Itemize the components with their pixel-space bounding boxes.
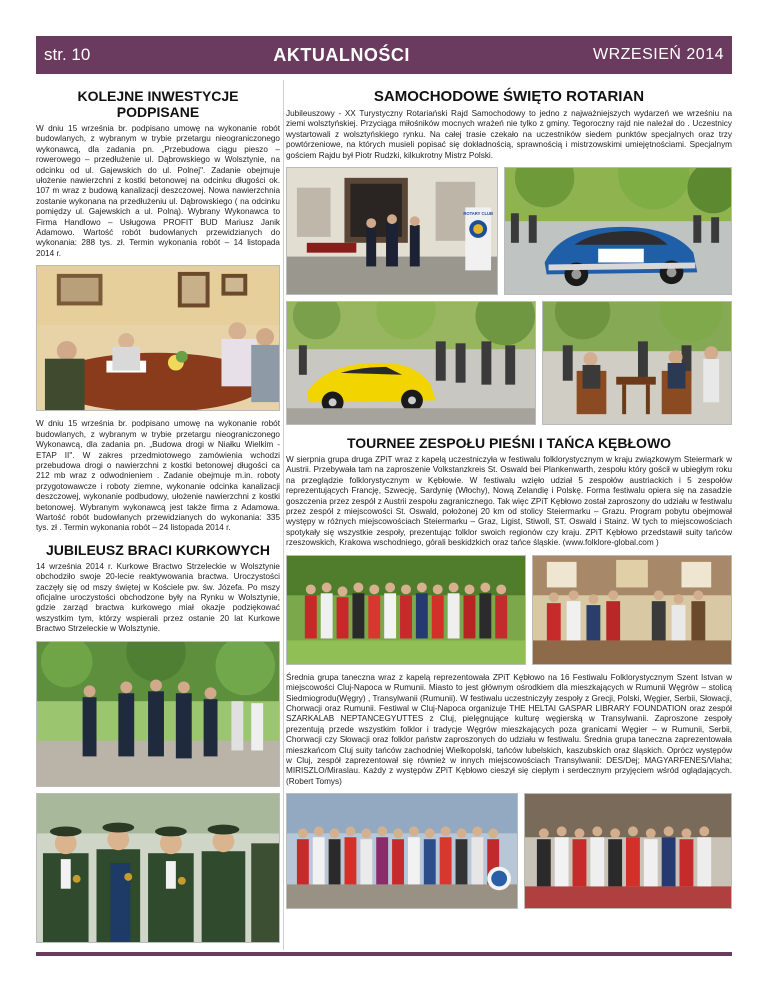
article-text-inwestycje-1: W dniu 15 września br. podpisano umowę na wykonanie robót budowlanych, z wybranym w trybie przetargu nieograniczonego wykonawcą, dla zadania pn. „Przebudowa ciągu pieszo – rowerowego – przedłużenie ul. Dąbrowskiego w Wolsztynie, na odcinku od ul. Gajewskich do ul. Polnej". Zadanie obejmuje ułożenie nawierzchni z kostki betonowej na odcinku długości ok. 107 m wraz z budową kanalizacji deszczowej. Nowa nawierzchnia zostanie wykonana na przedłużeniu ul. Dąbrowskiego ( na odcinku pomiędzy ul. Gajewskich a ul. Polną). Wybrany Wykonawca to Firma Handlowo – Usługowa PROFIT BUD Mariusz Janik Adamowo. Wartość robót budowlanych przewidzianych do wykonania: 288 tys. zł. Termin wykonania robót – 14 listopada 2014 r.	[36, 124, 280, 258]
photo-yellow-car	[286, 301, 536, 425]
section-title: AKTUALNOŚCI	[273, 44, 410, 65]
column-divider	[283, 80, 284, 950]
article-text-tournee-1: W sierpnia grupa druga ZPiT wraz z kapelą uczestniczyła w festiwalu folklorystycznym w kraju związkowym Steiermark w Austrii. Przebywała tam na zaproszenie Volkstanzkreis St. Oswald bei Plankenwarth, zespołu który gościł w ubiegłym roku na przeglądzie folklorystycznym w Kębłowie. W festiwalu wzięło udział 5 zespołów austriackich i 5 zespołów reprezentujących Francję, Szwecję, Sardynię (Włochy), Nową Zelandię i Polskę. Forma festiwalu opiera się na zasadzie goszczenia przez zespół z Austrii zespołu zagranicznego. Tak więc ZPiT Kębłowo został zaproszony do udziału w festiwalu przez zespół z miejscowości St. Oswald, położonej 20 km od stolicy Steiermarku – Grazu. Program pobytu obejmował występy w różnych miejscowościach Steiermarku – Graz, Ligist, Stiwoll, ST. Oswald i Stainz. W tych to miejscowościach spotykały się wszystkie zespoły, prezentując folklor swoich regionów czy kraju. ZPiT Kębłowo przedstawił suity tańców rzeszowskich, Krakowa wschodniego, górali beskidzkich oraz tańce śląskie. (www.folklore-global.com )	[286, 455, 732, 548]
photo-rotary-stage	[286, 167, 498, 295]
rotary-banner-text: ROTARY CLUB	[463, 211, 493, 217]
left-column	[36, 80, 280, 943]
article-text-jubileusz: 14 września 2014 r. Kurkowe Bractwo Strzeleckie w Wolsztynie obchodziło swoje 20-lecie reaktywowania bractwa. Uroczystości zaczęły się od mszy świętej w Kościele pw. św. Józefa. Po mszy oficjalne uroczystości obchodzone były na Rynku w Wolsztynie, gdzie zarząd bractwa kurkowego miał okazje podziękować wszystkim tym, którzy wspierali przez ostanie 20 lat Kurkowe Bractwo Strzeleckie w Wolsztynie.	[36, 561, 280, 634]
photo-festival-romania-stage	[524, 793, 732, 909]
photo-brotherhood	[36, 793, 280, 943]
photo-folk-stage-austria	[532, 555, 732, 665]
article-text-tournee-2: Średnia grupa taneczna wraz z kapelą reprezentowała ZPiT Kębłowo na 16 Festiwalu Folklorystycznym Szent Istvan w miejscowości Cluj-Napoca w Rumunii. Miasto to jest głównym ośrodkiem dla mieszkających w Rumunii Węgrów – stolicą Siedmiogrodu(Węgry) , Transylwanii (Rumunii). W festiwalu uczestniczyły zespoły z Grecji, Polski, Węgier, Serbii, Słowacji, Chorwacji oraz Rumunii. Festiwal w Cluj-Napoca organizuje THE HELTAI GASPAR LIBRARY FOUNDATION oraz zespół SZARKALAB NEPTANCEGYUTTES z Cluj, pielęgnujące kulturę węgierską w Transylwanii. Zaproszone zespoły prezentują przede wszystkim folklor i tradycje Węgrów mieszkających poza granicami Węgier – w Rumunii, Serbii, Chorwacji czy Słowacji oraz folklor państw zaproszonych do udziału w festiwalu. Średnia grupa taneczna zaprezentowała mieszkańcom Cluj suity tańców zachodniej Wielkopolski, tańców lubelskich, kaszubskich oraz śląskich. Oprócz występów w Cluj, zespół zaprezentował się również w innych miejscowościach Transylwanii: DES/Dej; MAGYARFENES/Vlaha; MIRISZLO/Miraslau. Każdy z występów ZPiT Kębłowo cieszył się ciepłym i serdecznym przyjęciem wśród oglądających. (Robert Tomys)	[286, 672, 732, 786]
issue-date: WRZESIEŃ 2014	[593, 46, 724, 63]
right-column	[286, 80, 732, 909]
page-number: str. 10	[44, 45, 91, 64]
photo-signing	[36, 265, 280, 411]
article-title-tournee: TOURNEE ZESPOŁU PIEŚNI I TAŃCA KĘBŁOWO	[346, 435, 672, 452]
photo-festival-romania-group	[286, 793, 518, 909]
page-header	[36, 36, 732, 74]
photo-chess-game	[542, 301, 732, 425]
article-text-inwestycje-2: W dniu 15 września br. podpisano umowę na wykonanie robót budowlanych, z wybranym w trybie przetargu nieograniczonego Wykonawcą, dla zadania pn. „Budowa drogi w Niałku Wielkim - ETAP II". W zakres przedmiotowego zamówienia wchodzi przebudowa drogi o nawierzchni z kostki betonowej długości ca 212 mb wraz z odwodnieniem . Zadanie obejmuje m.in. roboty przygotowawcze i roboty ziemne, wykonanie odcinka kanalizacji deszczowej, wykonanie podbudowy, ułożenie nawierzchni z kostki betonowej. Wybranym wykonawcą jest także firma z Adamowa. Wartość robót budowlanych przewidzianych do wykonania: 335 tys. zł . Termin wykonania robót – 24 listopada 2014 r.	[36, 419, 280, 533]
photo-rally-car	[504, 167, 732, 295]
photo-parade	[36, 641, 280, 787]
article-title-jubileusz: JUBILEUSZ BRACI KURKOWYCH	[46, 541, 270, 558]
photo-folk-ensemble-austria	[286, 555, 526, 665]
article-title-rotarian: SAMOCHODOWE ŚWIĘTO ROTARIAN	[373, 88, 645, 105]
article-text-rotarian: Jubileuszowy - XX Turystyczny Rotariański Rajd Samochodowy to jedno z najważniejszych wydarzeń we wrześniu na ziemi wolsztyńskiej. Przyciąga miłośników mocnych wrażeń nie tylko z gminy. Tegoroczny rajd nie należał do . Uczestnicy wystartowali z wolsztyńskiego rynku. Na całej trasie czekało na uczestników siedem punktów specjalnych oraz trzy powtórzeniowe, na których musieli popisać się dokładnością, sprawnością i mistrzowskimi umiejętnościami. Specjalnym gościem Rajdu był Piotr Rudzki, kilkukrotny Mistrz Polski.	[286, 109, 732, 160]
article-title-inwestycje: KOLEJNE INWESTYCJE PODPISANE	[77, 88, 239, 120]
footer-bar	[36, 952, 732, 956]
